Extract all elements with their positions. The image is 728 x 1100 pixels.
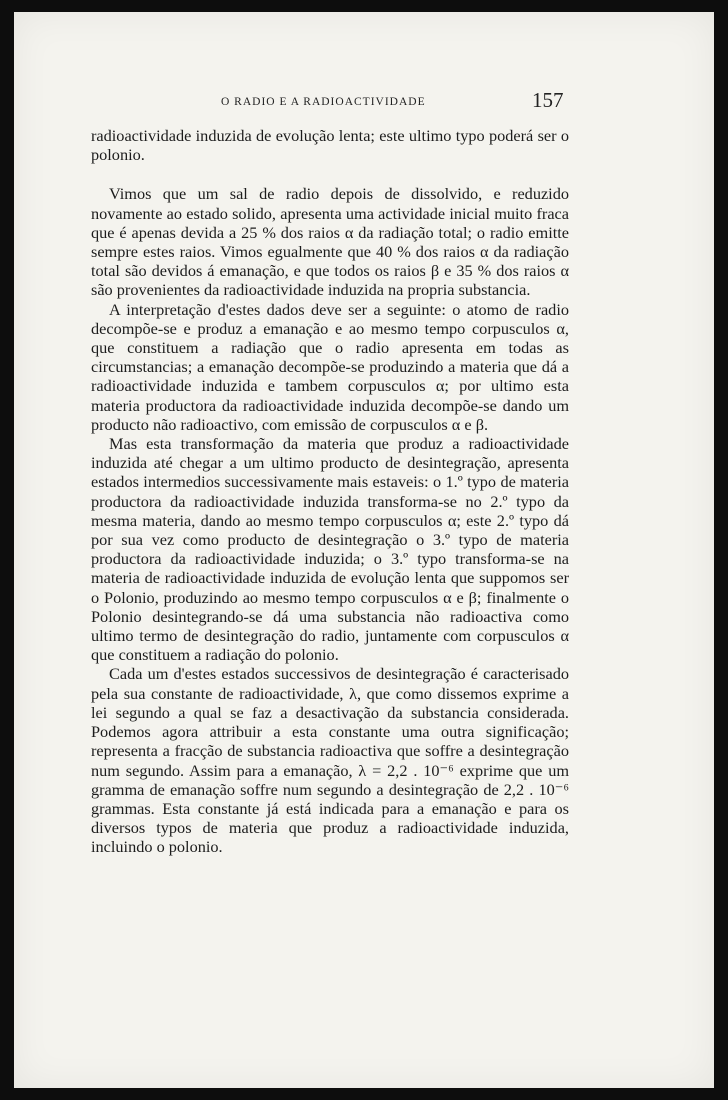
paragraph-interpretation: A interpretação d'estes dados deve ser a seguinte: o atomo de radio decompõe-se e produz a emanação e ao mesmo tempo corpusculos α, que constituem a radiação que o radio apresenta em todas as circumstancias; a emanação decompõe-se produzindo a materia que dá a radioactividade induzida e tambem corpusculos α; por ultimo esta materia productora da radioactividade induzida decompõe-se dando um producto não radioactivo, com emissão de corpusculos α e β. (91, 299, 569, 434)
running-title: O RADIO E A RADIOACTIVIDADE (221, 96, 426, 108)
paragraph-continuation: radioactividade induzida de evolução lenta; este ultimo typo poderá ser o polonio. (91, 126, 569, 165)
paragraph-intermediate-states: Mas esta transformação da materia que produz a radioactividade induzida até chegar a um ultimo producto de desintegração, apresenta estados intermedios successivamente mais estaveis: o 1.º typo de materia productora da radioactividade induzida transforma-se no 2.º typo da mesma materia, dando ao mesmo tempo corpusculos α; este 2.º typo dá por sua vez como producto de desintegração o 3.º typo de materia productora da radioactividade induzida; o 3.º typo transforma-se na materia de radioactividade induzida de evolução lenta que suppomos ser o Polonio, produzindo ao mesmo tempo corpusculos α e β; finalmente o Polonio desintegrando-se dá uma substancia não radioactiva como ultimo termo de desintegração do radio, juntamente com corpusculos α que constituem a radiação do polonio. (91, 434, 569, 665)
body-text (91, 126, 569, 857)
page-header (14, 86, 714, 120)
page-number: 157 (532, 88, 564, 112)
paragraph-radioactivity-constant: Cada um d'estes estados successivos de desintegração é caracterisado pela sua constante de radioactividade, λ, que como dissemos exprime a lei segundo a qual se faz a desactivação da substancia considerada. Podemos agora attribuir a esta constante uma outra significação; representa a fracção de substancia radioactiva que soffre a desintegração num segundo. Assim para a emanação, λ = 2,2 . 10⁻⁶ exprime que um gramma de emanação soffre num segundo a desintegração de 2,2 . 10⁻⁶ grammas. Esta constante já está indicada para a emanação e para os diversos typos de materia que produz a radioactividade induzida, incluindo o polonio. (91, 664, 569, 857)
paragraph-salt-activity: Vimos que um sal de radio depois de dissolvido, e reduzido novamente ao estado solido, apresenta uma actividade inicial muito fraca que é apenas devida a 25 % dos raios α da radiação total; o radio emitte sempre estes raios. Vimos egualmente que 40 % dos raios α da radiação total são devidos á emanação, e que todos os raios β e 35 % dos raios α são provenientes da radioactividade induzida na propria substancia. (91, 184, 569, 300)
book-page (14, 12, 714, 1088)
